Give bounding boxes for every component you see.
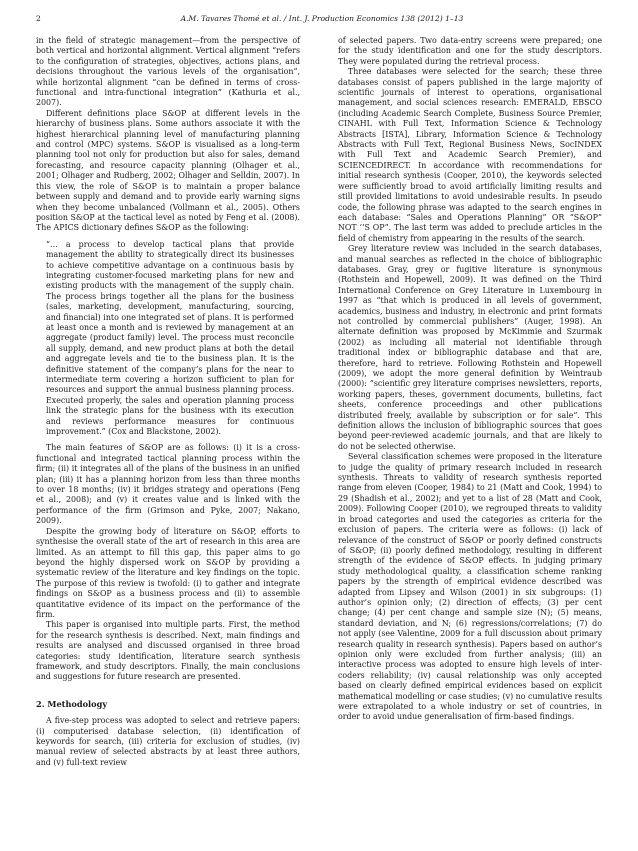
paragraph: A five-step process was adopted to select and retrieve papers: (i) computerised database selection, (ii) identification of keywords for search, (iii) criteria for exclusion of studies, (iv) manual review of selected abstracts by at least three authors, and (v) full-text review: [36, 716, 300, 767]
quote-text: “… a process to develop tactical plans that provide management the ability to strategically direct its businesses to achieve competitive advantage on a continuous basis by integrating customer-focused marketing plans for new and existing products with the management of the supply chain. The process brings together all the plans for the business (sales, marketing, development, manufacturing, sourcing, and financial) into one integrated set of plans. It is performed at least once a month and is reviewed by management at an aggregate (product family) level. The process must reconcile all supply, demand, and new product plans at both the detail and aggregate levels and tie to the business plan. It is the definitive statement of the company’s plans for the near to intermediate term covering a horizon sufficient to plan for resources and support the annual business planning process. Executed properly, the sales and operation planning process link the strategic plans for the business with its execution and reviews performance measures for continuous improvement.” (Cox and Blackstone, 2002).: [46, 239, 294, 437]
section-heading: 2. Methodology: [36, 698, 108, 709]
page-number: 2: [36, 14, 41, 23]
running-header: [36, 14, 608, 26]
paragraph: Grey literature review was included in the search databases, and manual searches as reflected in the choice of bibliographic databases. Gray, grey or fugitive literature is synonymous (Rothstein and Hopewell, 2009). It was defined on the Third International Conference on Grey Literature in Luxembourg in 1997 as “that which is produced in all levels of government, academics, business and industry, in electronic and print formats not controlled by commercial publishers” (Auger, 1998). An alternate definition was proposed by McKimmie and Szurmak (2002) as including all material not identifiable through traditional index or bibliographic database and that are, therefore, hard to retrieve. Following Rothstein and Hopewell (2009), we adopt the more general definition by Weintraub (2000): “scientific grey literature comprises newsletters, reports, working papers, theses, government documents, bulletins, fact sheets, conference proceedings and other publications distributed freely, available by subscription or for sale”. This definition allows the inclusion of bibliographic sources that goes beyond peer-reviewed academic journals, and that are likely to do not be selected otherwise.: [338, 244, 602, 451]
block-quote: [46, 240, 294, 438]
right-column: [338, 36, 602, 723]
left-column: [36, 36, 300, 768]
paragraph: Different definitions place S&OP at different levels in the hierarchy of business plans. Some authors associate it with the highest hierarchical planning level of manufacturing planning and control (MPC) systems. S&OP is visualised as a long-term planning tool not only for production but also for sales, demand forecasting, and resource capacity planning (Olhager et al., 2001; Olhager and Rudberg, 2002; Olhager and Selldin, 2007). In this view, the role of S&OP is to maintain a proper balance between supply and demand and to provide early warning signs when they become unbalanced (Vollmann et al., 2005). Others position S&OP at the tactical level as noted by Feng et al. (2008). The APICS dictionary defines S&OP as the following:: [36, 108, 300, 233]
paragraph: of selected papers. Two data-entry screens were prepared; one for the study identification and one for the study descriptors. They were populated during the retrieval process.: [338, 36, 602, 66]
paragraph: This paper is organised into multiple parts. First, the method for the research synthesis is described. Next, main findings and results are analysed and discussed organised in three broad categories: study identification, literature search synthesis framework, and study descriptors. Finally, the main conclusions and suggestions for future research are presented.: [36, 620, 300, 682]
paragraph: Despite the growing body of literature on S&OP, efforts to synthesise the overall state of the art of research in this area are limited. As an attempt to fill this gap, this paper aims to go beyond the highly dispersed work on S&OP by providing a systematic review of the literature and key findings on the topic. The purpose of this review is twofold: (i) to gather and integrate findings on S&OP as a business process and (ii) to assemble quantitative evidence of its impact on the performance of the firm.: [36, 526, 300, 619]
paragraph: in the field of strategic management—from the perspective of both vertical and horizontal alignment. Vertical alignment “refers to the configuration of strategies, objectives, actions plans, and decisions throughout the various levels of the organisation”, while horizontal alignment “can be defined in terms of cross-functional and intra-functional integration” (Kathuria et al., 2007).: [36, 36, 300, 108]
paragraph: Three databases were selected for the search; these three databases consist of papers published in the large majority of scientific journals of interest to operations, organisational management, and social sciences research: EMERALD, EBSCO (including Academic Search Complete, Business Source Premier, CINAHL with Full Text, Information Science & Technology Abstracts [ISTA], Library, Information Science & Technology Abstracts with Full Text, Regional Business News, SocINDEX with Full Text and Academic Search Premier), and SCIENCEDIRECT. In accordance with recommendations for initial research synthesis (Cooper, 2010), the keywords selected were sufficiently broad to avoid artificially limiting results and still provided limitations to avoid undesirable results. In pseudo code, the following phrase was adapted to the search engines in each database: “Sales and Operations Planning” OR “S&OP” NOT ‘‘S OP”. The last term was added to preclude articles in the field of chemistry from appearing in the results of the search.: [338, 67, 602, 243]
running-title: A.M. Tavares Thomé et al. / Int. J. Production Economics 138 (2012) 1–13: [180, 14, 464, 23]
paragraph: Several classification schemes were proposed in the literature to judge the quality of primary research included in research synthesis. Threats to validity of research synthesis reported range from eleven (Cooper, 1984) to 21 (Matt and Cook, 1994) to 29 (Shadish et al., 2002); and yet to a list of 28 (Matt and Cook, 2009). Following Cooper (2010), we regrouped threats to validity in broad categories and used the categories as criteria for the exclusion of papers. The criteria were as follows: (i) lack of relevance of the construct of S&OP or poorly defined constructs of S&OP; (ii) poorly defined methodology, resulting in different strength of the evidence of S&OP effects. In judging primary study methodological quality, a classification scheme ranking papers by the strength of empirical evidence described was adapted from Lipsey and Wilson (2001) in six subgroups: (1) author’s opinion only; (2) direction of effects; (3) per cent change; (4) per cent change and sample size (N); (5) means, standard deviation, and N; (6) regressions/correlations; (7) do not apply (see Valentine, 2009 for a full discussion about primary research quality in research synthesis). Papers based on author’s opinion only were excluded from further analysis; (iii) an interactive process was adopted to ensure high levels of inter-coders reliability; (iv) causal relationship was only accepted based on clearly defined empirical evidences based on explicit mathematical modelling or case studies; (v) no cumulative results were extrapolated to a whole industry or set of countries, in order to avoid undue generalisation of firm-based findings.: [338, 452, 602, 722]
paragraph: The main features of S&OP are as follows: (i) it is a cross-functional and integrated tactical planning process within the firm; (ii) it integrates all of the plans of the business in an unified plan; (iii) it has a planning horizon from less than three months to over 18 months; (iv) it bridges strategy and operations (Feng et al., 2008); and (v) it creates value and is linked with the performance of the firm (Grimson and Pyke, 2007; Nakano, 2009).: [36, 443, 300, 526]
